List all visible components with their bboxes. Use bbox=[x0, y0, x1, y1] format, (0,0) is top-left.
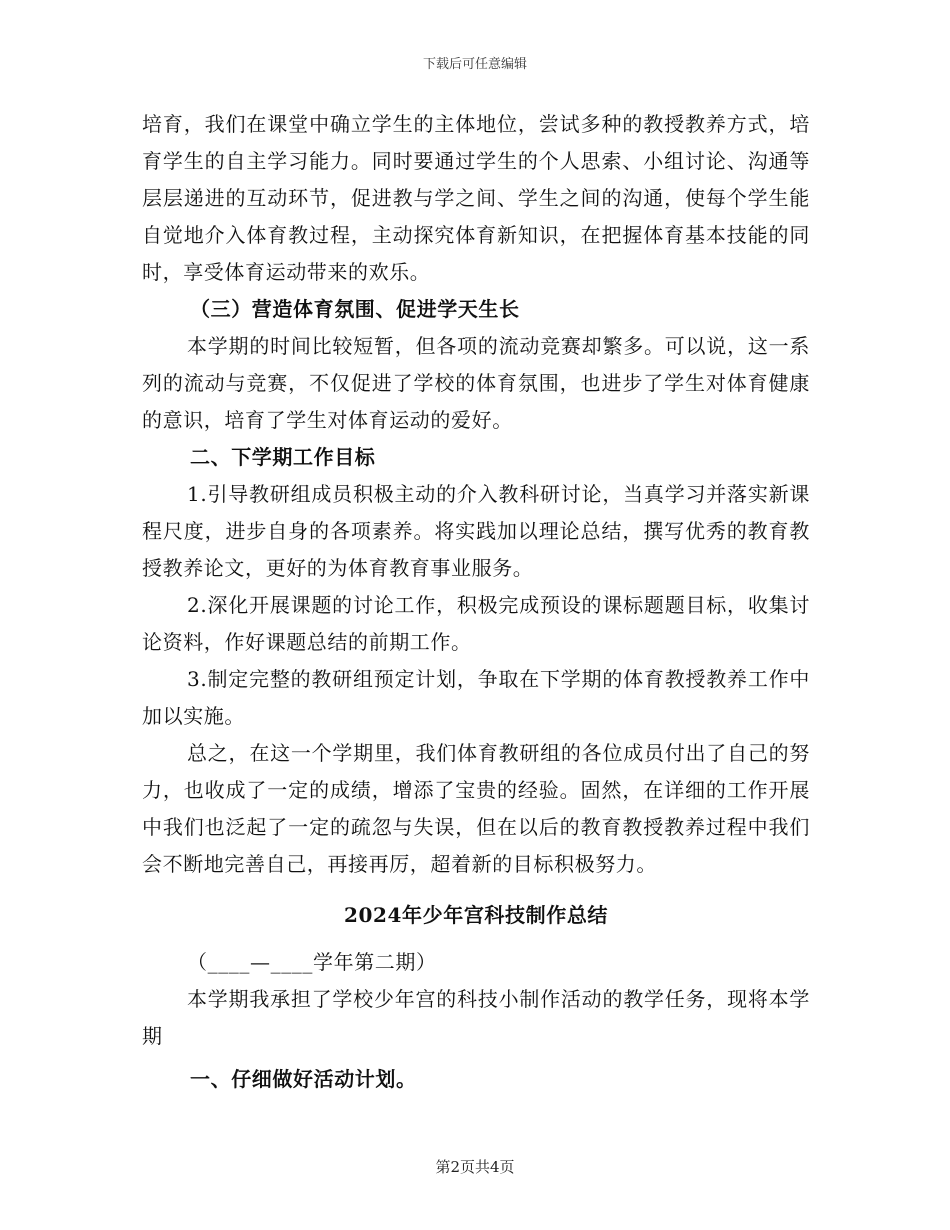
page-footer: 第2页共4页 bbox=[435, 1158, 515, 1176]
section-heading-next-term: 二、下学期工作目标 bbox=[190, 445, 376, 469]
document-body bbox=[142, 106, 810, 1098]
document-title: 2024年少年宫科技制作总结 bbox=[343, 903, 609, 927]
summary-paragraph: 总之，在这一个学期里，我们体育教研组的各位成员付出了自己的努力，也收成了一定的成绩，增添了宝贵的经验。固然，在详细的工作开展中我们也泛起了一定的疏忽与失误，但在以后的教育教授教养过程中我们会不断地完善自己，再接再厉，超着新的目标积极努力。 bbox=[142, 741, 810, 876]
paragraph-continuation: 培育，我们在课堂中确立学生的主体地位，尝试多种的教授教养方式，培育学生的自主学习能力。同时要通过学生的个人思索、小组讨论、沟通等层层递进的互动环节，促进教与学之间、学生之间的沟通，使每个学生能自觉地介入体育教过程，主动探究体育新知识，在把握体育基本技能的同时，享受体育运动带来的欢乐。 bbox=[142, 112, 810, 284]
section-heading-3: （三）营造体育氛围、促进学天生长 bbox=[190, 297, 520, 321]
intro-paragraph: 本学期我承担了学校少年宫的科技小制作活动的教学任务，现将本学期 bbox=[142, 987, 810, 1048]
section-heading-plan: 一、仔细做好活动计划。 bbox=[190, 1067, 417, 1091]
goal-item-2: 2.深化开展课题的讨论工作，积极完成预设的课标题题目标，收集讨论资料，作好课题总结的前期工作。 bbox=[142, 593, 810, 654]
goal-item-3: 3.制定完整的教研组预定计划，争取在下学期的体育教授教养工作中加以实施。 bbox=[142, 667, 810, 728]
page-header: 下载后可任意编辑 bbox=[422, 57, 527, 72]
paragraph-atmosphere: 本学期的时间比较短暂，但各项的流动竞赛却繁多。可以说，这一系列的流动与竞赛，不仅促进了学校的体育氛围，也进步了学生对体育健康的意识，培育了学生对体育运动的爱好。 bbox=[142, 334, 810, 432]
goal-item-1: 1.引导教研组成员积极主动的介入教科研讨论，当真学习并落实新课程尺度，进步自身的各项素养。将实践加以理论总结，撰写优秀的教育教授教养论文，更好的为体育教育事业服务。 bbox=[142, 482, 810, 580]
term-line: （____—____学年第二期） bbox=[187, 950, 437, 974]
